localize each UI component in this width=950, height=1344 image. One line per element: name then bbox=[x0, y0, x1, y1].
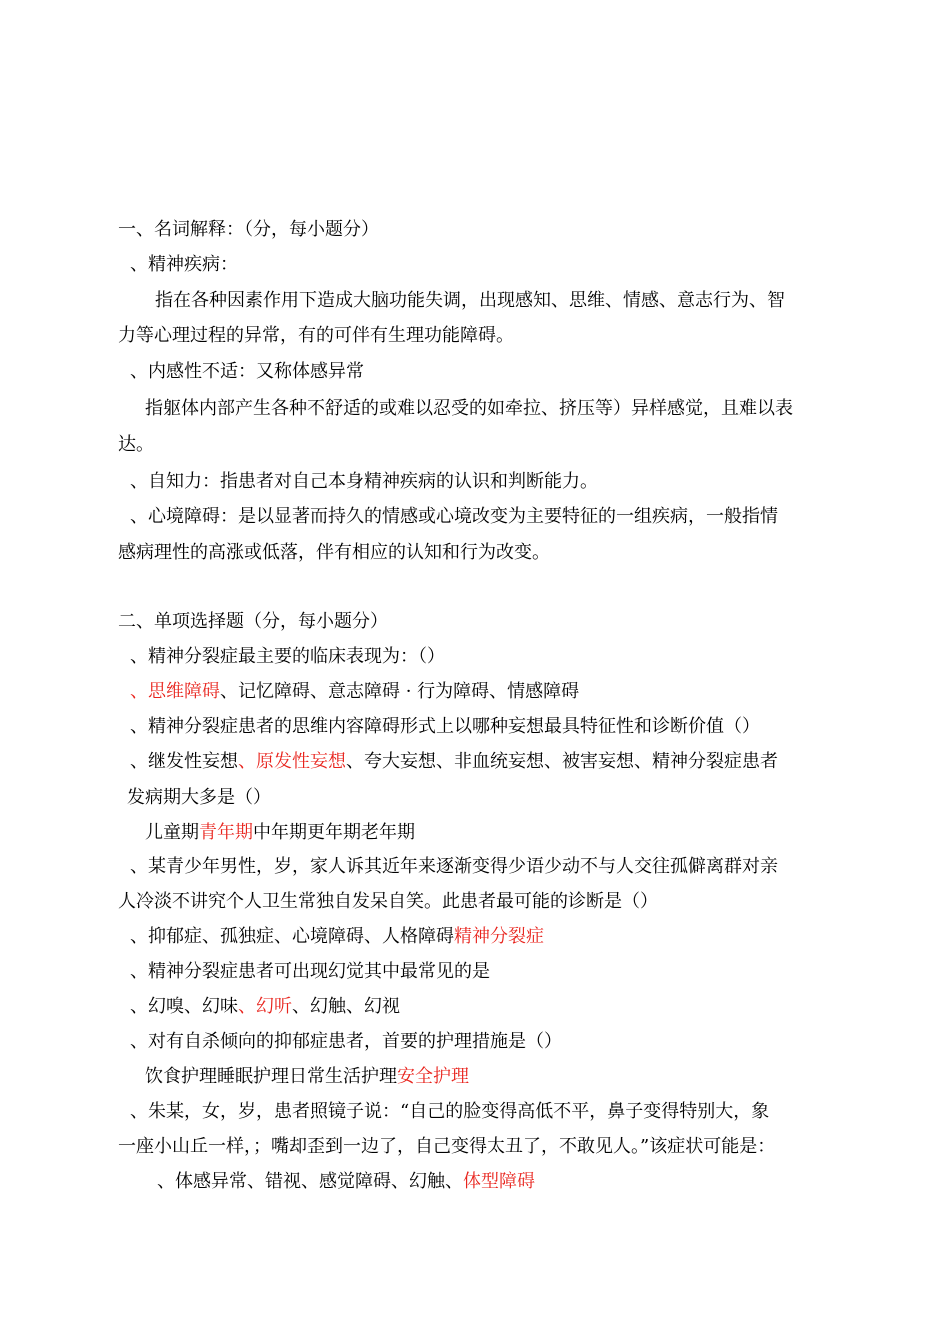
option-text: 儿童期 bbox=[145, 822, 199, 843]
question-stem: 一座小山丘一样，；嘴却歪到一边了，自己变得太丑了，不敢见人。”该症状可能是： bbox=[118, 1136, 776, 1157]
option-text: 、抑郁症、孤独症、心境障碍、人格障碍 bbox=[130, 926, 454, 947]
question-options bbox=[130, 680, 579, 704]
question-stem: 人冷淡不讲究个人卫生常独自发呆自笑。此患者最可能的诊断是（） bbox=[118, 891, 658, 912]
definition-line: 指躯体内部产生各种不舒适的或难以忍受的如牵拉、挤压等）异样感觉，且难以表 bbox=[145, 398, 793, 419]
term-mental-illness: 、精神疾病： bbox=[130, 254, 238, 275]
question-stem: 、精神分裂症患者可出现幻觉其中最常见的是 bbox=[130, 961, 490, 982]
definition-line: 达。 bbox=[118, 434, 154, 455]
option-text: 、记忆障碍、意志障碍 · 行为障碍、情感障碍 bbox=[220, 681, 580, 702]
correct-answer: 体型障碍 bbox=[463, 1171, 535, 1192]
correct-answer: 青年期 bbox=[199, 822, 253, 843]
correct-answer: 安全护理 bbox=[397, 1066, 469, 1087]
correct-answer: 、思维障碍 bbox=[130, 681, 220, 702]
term-mood-disorder: 、心境障碍：是以显著而持久的情感或心境改变为主要特征的一组疾病，一般指情 bbox=[130, 506, 778, 527]
question-stem: 、朱某，女，岁，患者照镜子说：“自己的脸变得高低不平，鼻子变得特别大，象 bbox=[130, 1101, 770, 1122]
question-stem: 、精神分裂症最主要的临床表现为：（） bbox=[130, 646, 445, 667]
question-options bbox=[145, 1065, 469, 1089]
definition-line: 力等心理过程的异常，有的可伴有生理功能障碍。 bbox=[118, 325, 514, 346]
question-options bbox=[130, 925, 544, 949]
term-insight: 、自知力：指患者对自己本身精神疾病的认识和判断能力。 bbox=[130, 471, 598, 492]
definition-line: 感病理性的高涨或低落，伴有相应的认知和行为改变。 bbox=[118, 542, 550, 563]
section1-heading: 一、名词解释：（分，每小题分） bbox=[118, 219, 379, 240]
correct-answer: 精神分裂症 bbox=[454, 926, 544, 947]
question-options bbox=[145, 821, 415, 845]
option-text: 、夸大妄想、非血统妄想、被害妄想、精神分裂症患者 bbox=[346, 751, 778, 772]
correct-answer: 、幻听 bbox=[238, 996, 292, 1017]
section2-heading: 二、单项选择题（分，每小题分） bbox=[118, 611, 388, 632]
question-stem: 、对有自杀倾向的抑郁症患者，首要的护理措施是（） bbox=[130, 1031, 562, 1052]
question-stem: 、精神分裂症患者的思维内容障碍形式上以哪种妄想最具特征性和诊断价值（） bbox=[130, 716, 760, 737]
option-text: 、幻触、幻视 bbox=[292, 996, 400, 1017]
option-text: 中年期更年期老年期 bbox=[253, 822, 415, 843]
option-text: 、体感异常、错视、感觉障碍、幻触、 bbox=[157, 1171, 463, 1192]
question-options bbox=[130, 750, 778, 774]
option-text: 、幻嗅、幻味 bbox=[130, 996, 238, 1017]
term-somatic-discomfort: 、内感性不适：又称体感异常 bbox=[130, 361, 364, 382]
option-text: 、继发性妄想 bbox=[130, 751, 238, 772]
option-text: 饮食护理睡眠护理日常生活护理 bbox=[145, 1066, 397, 1087]
correct-answer: 、原发性妄想 bbox=[238, 751, 346, 772]
question-options bbox=[130, 995, 400, 1019]
definition-line: 指在各种因素作用下造成大脑功能失调，出现感知、思维、情感、意志行为、智 bbox=[155, 290, 785, 311]
question-stem: 发病期大多是（） bbox=[127, 787, 271, 808]
question-stem: 、某青少年男性，岁，家人诉其近年来逐渐变得少语少动不与人交往孤僻离群对亲 bbox=[130, 856, 778, 877]
question-options bbox=[157, 1170, 535, 1194]
